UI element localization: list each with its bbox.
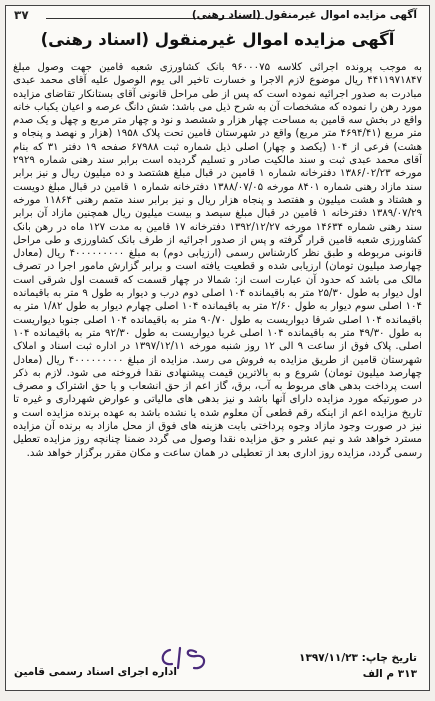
notice-body: به موجب پرونده اجرائی کلاسه ۹۶۰۰۰۷۵ بانک کشاورزی شعبه قامین جهت وصول مبلغ ۴۴۱۱۹۷۱۸۴۷ ریال موضوع لازم الاجرا و خسارت تاخیر الی یوم الوصول علیه آقای محمد عبدی مبادرت به صدور اجرائیه نموده است که پس از طی مراحل قانونی آقای بستانکار تقاضای مزایده مورد رهن را نموده که مشخصات آن به شرح ذیل می باشد: شش دانگ عرصه و اعیان یکباب خانه واقع در بخش سه قامین به مساحت چهار هزار و ششصد و نود و چهار متر مربع و چهل و یک صدم متر مربع (۴۶۹۴/۴۱ متر مربع) واقع در شهرستان قامین تحت پلاک ۱۹۵۸ (هزار و نهصد و پنجاه و هشت) فرعی از ۱۰۴ (یکصد و چهار) اصلی ذیل شماره ثبت ۶۷۹۸۸ صفحه ۱۹ دفتر ۳۱ که بنام آقای محمد عبدی ثبت و سند مالکیت صادر و تسلیم گردیده است برابر سند رهنی شماره ۲۹۲۹ مورخه ۱۳۸۶/۰۲/۲۳ دفترخانه شماره ۱ قامین در قبال مبلغ هشتصد و ده میلیون ریال و نیز برابر سند مازاد رهنی شماره ۸۴۰۱ مورخه ۱۳۸۸/۰۷/۰۵ دفترخانه شماره ۱ قامین در قبال مبلغ دویست و هشتاد و هشت میلیون و هفتصد و پنجاه هزار ریال و نیز برابر سند متمم رهنی ۱۱۸۶۴ مورخه ۱۳۸۹/۰۷/۲۹ دفترخانه ۱ قامین در قبال مبلغ سیصد و بیست میلیون ریال همچنین مازاد آن برابر سند رهنی شماره ۱۴۶۳۴ مورخه ۱۳۹۲/۱۲/۲۷ دفترخانه ۱۷ قامین به مدت ۱۲۷ ماه در رهن بانک کشاورزی شعبه قامین قرار گرفته و پس از صدور اجرائیه از طرف بانک کشاورزی و طی مراحل قانونی مربوطه و طبق نظر کارشناس رسمی (ارزیابی دوم) به مبلغ ۴۰۰۰۰۰۰۰۰۰ ریال (معادل چهارصد میلیون تومان) ارزیابی شده و قطعیت یافته است و برابر گزارش مامور اجرا در تصرف مالک می باشد که حدود آن عبارت است از: شمالا در چهار قسمت که قسمت اول شرقی است اول دیوار به طول ۲۵/۳۰ متر به باقیمانده ۱۰۴ اصلی دوم درب و دیوار به طول ۹ متر به باقیمانده ۱۰۴ اصلی سوم دیوار به طول ۲/۶۰ متر به باقیمانده ۱۰۴ اصلی چهارم دیوار به طول ۱/۸۲ متر به باقیمانده ۱۰۴ اصلی شرقا دیواریست به طول ۹۰/۷۰ متر به باقیمانده ۱۰۴ اصلی جنوبا دیواریست به طول ۴۹/۳۰ متر به باقیمانده ۱۰۴ اصلی غربا دیواریست به طول ۹۲/۳۰ متر به باقیمانده ۱۰۴ اصلی. پلاک فوق از ساعت ۹ الی ۱۲ روز شنبه مورخه ۱۳۹۷/۱۲/۱۱ در اداره ثبت اسناد و املاک شهرستان قامین از طریق مزایده به فروش می رسد. مزایده از مبلغ ۴۰۰۰۰۰۰۰۰۰ ریال (معادل چهارصد میلیون تومان) شروع و به بالاترین قیمت پیشنهادی نقدا فروخته می شود. لازم به ذکر است پرداخت بدهی های مربوط به آب، برق، گاز اعم از حق انشعاب و یا حق اشتراک و مصرف در صورتیکه مورد مزایده دارای آنها باشد و نیز بدهی های مالیاتی و عوارض شهرداری و غیره تا تاریخ مزایده اعم از اینکه رقم قطعی آن معلوم شده یا نشده باشد به عهده برنده مزایده است و نیز در صورت وجود مازاد وجوه پرداختی بابت هزینه های فوق از محل مازاد به برنده آن مزایده مسترد خواهد شد و نیم عشر و حق مزایده نقدا وصول می گردد ضمنا چنانچه روز مزایده تعطیل رسمی گردد، مزایده روز اداری بعد از تعطیلی در همان ساعت و مکان مقرر برگزار خواهد شد. [13,62,422,459]
notice-headline: آگهی مزایده اموال غیرمنقول (اسناد رهنی) [40,30,395,49]
page-number: ۳۷ [14,8,29,22]
notice-code: ۳۱۳ م الف [362,668,417,680]
section-kicker: آگهی مزایده اموال غیرمنقول (اسناد رهنی) [191,9,417,21]
newspaper-clipping [5,5,430,691]
print-date: تاریخ چاپ: ۱۳۹۷/۱۱/۲۳ [299,652,417,664]
handwritten-mark [156,642,226,674]
signatory: اداره اجرای اسناد رسمی قامین [14,666,178,678]
